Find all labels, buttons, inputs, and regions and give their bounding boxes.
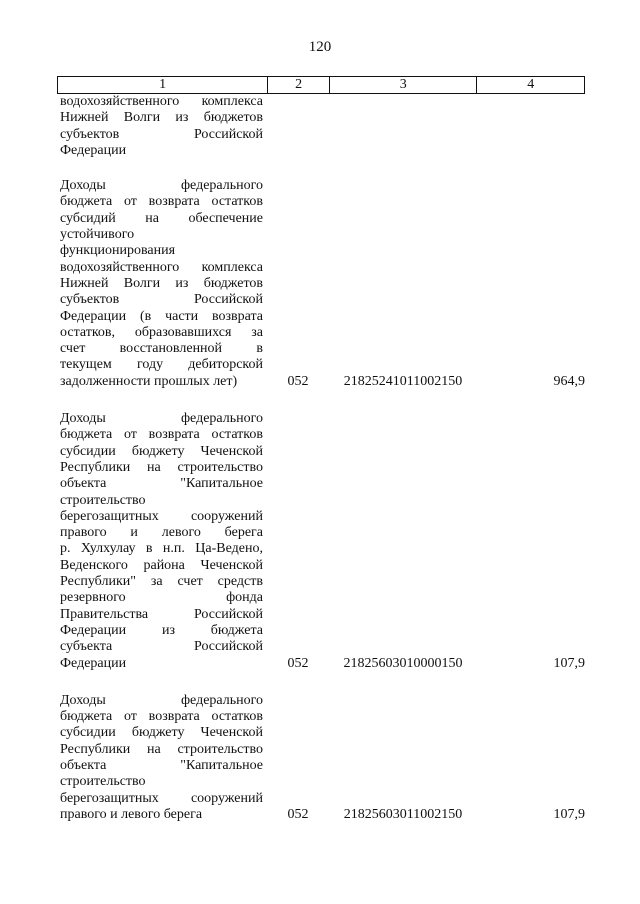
description-line: остатков, образовавшихся за bbox=[60, 324, 263, 340]
description-line: р. Хулхулау в н.п. Ца-Ведено, bbox=[60, 541, 263, 557]
description-line: берегозащитных сооружений bbox=[60, 790, 263, 806]
table-body bbox=[57, 94, 585, 844]
description-line: Доходы федерального bbox=[60, 411, 263, 427]
description-line: бюджета от возврата остатков bbox=[60, 194, 263, 210]
row-code: 052 bbox=[287, 655, 309, 671]
description-line: Нижней Волги из бюджетов bbox=[60, 275, 263, 291]
description-line: объекта "Капитальное bbox=[60, 757, 263, 773]
description-line: Доходы федерального bbox=[60, 692, 263, 708]
row-kbk: 21825603010000150 bbox=[343, 655, 463, 671]
row-description bbox=[57, 693, 267, 823]
row-amount: 107,9 bbox=[553, 806, 585, 822]
description-line: субъектов Российской bbox=[60, 126, 263, 142]
description-line: функционирования bbox=[60, 243, 176, 259]
table-row bbox=[57, 94, 585, 159]
row-description bbox=[57, 94, 267, 159]
table-row bbox=[57, 411, 585, 672]
description-line: Республики на строительство bbox=[60, 459, 263, 475]
description-line: водохозяйственного комплекса bbox=[60, 259, 263, 275]
description-line: объекта "Капитальное bbox=[60, 476, 263, 492]
header-col-2: 2 bbox=[267, 77, 329, 93]
description-line: субъектов Российской bbox=[60, 292, 263, 308]
description-line: строительство bbox=[60, 774, 146, 790]
description-line: Нижней Волги из бюджетов bbox=[60, 110, 263, 126]
row-description bbox=[57, 178, 267, 390]
row-code: 052 bbox=[287, 373, 309, 389]
description-line: Правительства Российской bbox=[60, 606, 263, 622]
description-line: субсидий на обеспечение bbox=[60, 210, 263, 226]
description-line: Республики" за счет средств bbox=[60, 574, 263, 590]
row-description bbox=[57, 411, 267, 672]
table-row bbox=[57, 693, 585, 823]
table-header bbox=[57, 76, 585, 94]
description-line: счет восстановленной в bbox=[60, 341, 263, 357]
header-col-1: 1 bbox=[159, 77, 167, 92]
row-amount: 964,9 bbox=[553, 373, 585, 389]
description-line: правого и левого берега bbox=[60, 806, 203, 822]
header-col-4: 4 bbox=[476, 77, 584, 93]
description-line: берегозащитных сооружений bbox=[60, 508, 263, 524]
description-line: субсидии бюджету Чеченской bbox=[60, 443, 263, 459]
header-col-3: 3 bbox=[329, 77, 476, 93]
description-line: субсидии бюджету Чеченской bbox=[60, 725, 263, 741]
description-line: резервного фонда bbox=[60, 590, 263, 606]
description-line: водохозяйственного комплекса bbox=[60, 94, 263, 109]
description-line: Веденского района Чеченской bbox=[60, 557, 263, 573]
page-number: 120 bbox=[308, 39, 332, 55]
row-kbk: 21825241011002150 bbox=[343, 373, 463, 389]
description-line: строительство bbox=[60, 492, 146, 508]
description-line: субъекта Российской bbox=[60, 639, 263, 655]
description-line: Федерации bbox=[60, 142, 127, 158]
description-line: Доходы федерального bbox=[60, 178, 263, 194]
description-line: устойчивого bbox=[60, 227, 135, 243]
description-line: задолженности прошлых лет) bbox=[60, 373, 238, 389]
description-line: бюджета от возврата остатков bbox=[60, 709, 263, 725]
description-line: Федерации из бюджета bbox=[60, 622, 263, 638]
row-amount: 107,9 bbox=[553, 655, 585, 671]
description-line: бюджета от возврата остатков bbox=[60, 427, 263, 443]
description-line: Федерации (в части возврата bbox=[60, 308, 263, 324]
table-row bbox=[57, 178, 585, 390]
description-line: Республики на строительство bbox=[60, 741, 263, 757]
description-line: Федерации bbox=[60, 655, 127, 671]
row-kbk: 21825603011002150 bbox=[343, 806, 463, 822]
row-code: 052 bbox=[287, 806, 309, 822]
description-line: текущем году дебиторской bbox=[60, 357, 263, 373]
description-line: правого и левого берега bbox=[60, 525, 263, 541]
